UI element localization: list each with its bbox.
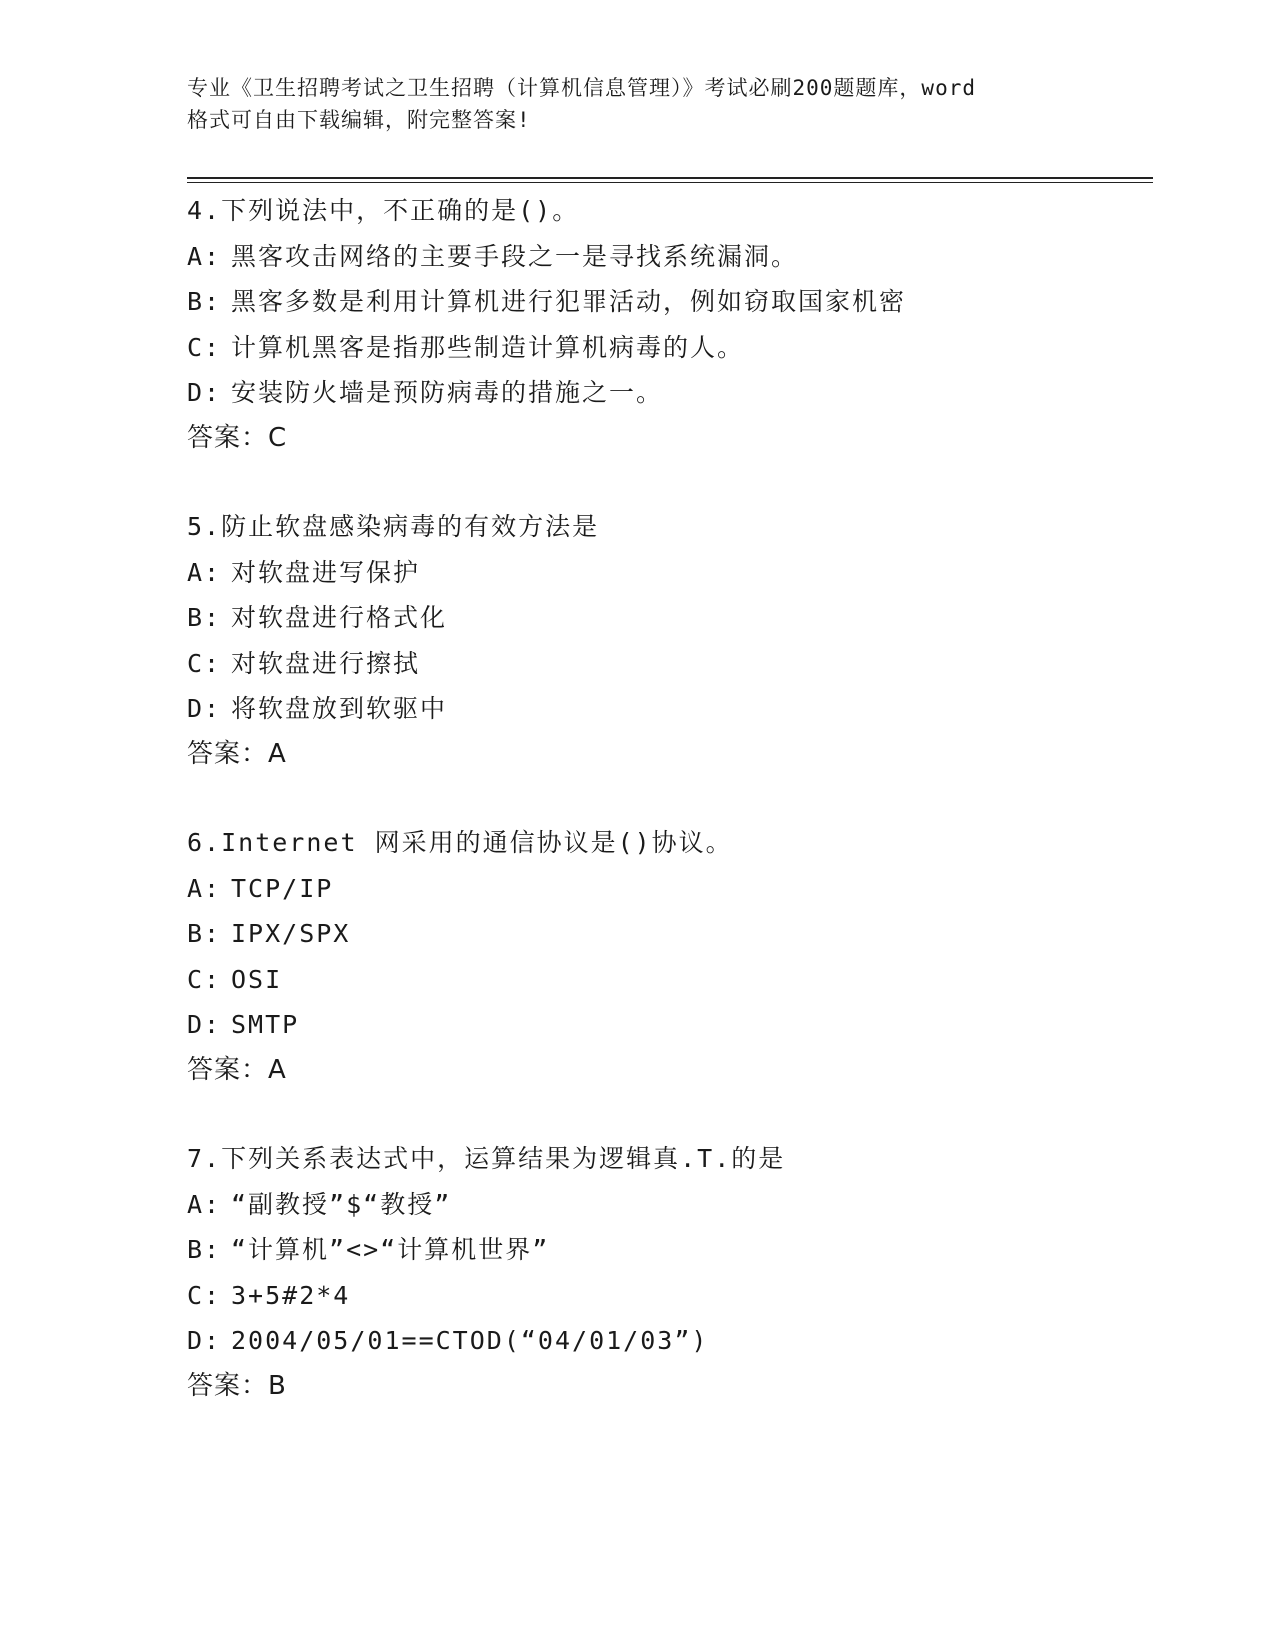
option-letter: D: [187, 1010, 222, 1039]
option-text: 3+5#2*4 [231, 1280, 351, 1310]
option-letter: B: [187, 603, 222, 632]
option-c [187, 641, 1153, 687]
option-letter: C: [187, 332, 222, 362]
option-a [187, 234, 1153, 280]
option-text: 黑客攻击网络的主要手段之一是寻找系统漏洞。 [231, 241, 799, 271]
option-d [187, 370, 1153, 416]
option-text: “副教授”$“教授” [231, 1189, 452, 1219]
option-letter: C: [187, 648, 222, 678]
option-text: 2004/05/01==CTOD(“04/01/03”) [231, 1326, 709, 1355]
document-header [187, 72, 1087, 136]
option-c [187, 957, 1153, 1003]
answer: 答案：C [187, 422, 288, 453]
option-text: IPX/SPX [231, 919, 351, 948]
option-text: SMTP [231, 1010, 300, 1039]
option-text: 将软盘放到软驱中 [231, 694, 448, 723]
option-letter: D: [187, 378, 222, 407]
question-title: 6.Internet 网采用的通信协议是()协议。 [187, 828, 733, 857]
option-d [187, 686, 1153, 732]
header-line-2: 格式可自由下载编辑，附完整答案! [187, 108, 531, 132]
option-letter: A: [187, 1189, 222, 1219]
option-letter: D: [187, 694, 222, 723]
option-text: 对软盘进写保护 [231, 557, 421, 587]
option-a [187, 866, 1153, 912]
question-list [187, 188, 1153, 1452]
answer: 答案：A [187, 1054, 287, 1085]
option-c [187, 1273, 1153, 1319]
option-b [187, 279, 1153, 325]
option-letter: D: [187, 1326, 222, 1355]
option-letter: A: [187, 873, 222, 903]
option-letter: B: [187, 287, 222, 316]
option-b [187, 911, 1153, 957]
answer: 答案：A [187, 738, 287, 769]
option-d [187, 1002, 1153, 1048]
option-text: 对软盘进行擦拭 [231, 648, 421, 678]
option-letter: C: [187, 964, 222, 994]
option-text: 黑客多数是利用计算机进行犯罪活动，例如窃取国家机密 [231, 287, 907, 316]
question-4 [187, 188, 1153, 461]
option-text: 对软盘进行格式化 [231, 603, 448, 632]
option-a [187, 1182, 1153, 1228]
header-divider-thin [187, 182, 1153, 183]
option-text: 计算机黑客是指那些制造计算机病毒的人。 [231, 332, 745, 362]
option-letter: B: [187, 919, 222, 948]
option-letter: A: [187, 557, 222, 587]
option-text: OSI [231, 964, 283, 994]
option-letter: A: [187, 241, 222, 271]
question-5 [187, 504, 1153, 777]
question-title: 4.下列说法中，不正确的是()。 [187, 196, 580, 225]
option-b [187, 595, 1153, 641]
option-c [187, 325, 1153, 371]
question-7 [187, 1136, 1153, 1409]
question-title: 5.防止软盘感染病毒的有效方法是 [187, 512, 600, 541]
option-text: “计算机”<>“计算机世界” [231, 1235, 550, 1264]
option-a [187, 550, 1153, 596]
header-line-1: 专业《卫生招聘考试之卫生招聘（计算机信息管理）》考试必刷200题题库，word [187, 76, 976, 100]
option-letter: C: [187, 1280, 222, 1310]
option-d [187, 1318, 1153, 1364]
option-letter: B: [187, 1235, 222, 1264]
question-6 [187, 820, 1153, 1093]
option-text: 安装防火墙是预防病毒的措施之一。 [231, 378, 664, 407]
answer: 答案：B [187, 1370, 287, 1401]
question-title: 7.下列关系表达式中，运算结果为逻辑真.T.的是 [187, 1144, 786, 1173]
option-b [187, 1227, 1153, 1273]
header-divider-thick [187, 177, 1153, 179]
option-text: TCP/IP [231, 873, 334, 903]
